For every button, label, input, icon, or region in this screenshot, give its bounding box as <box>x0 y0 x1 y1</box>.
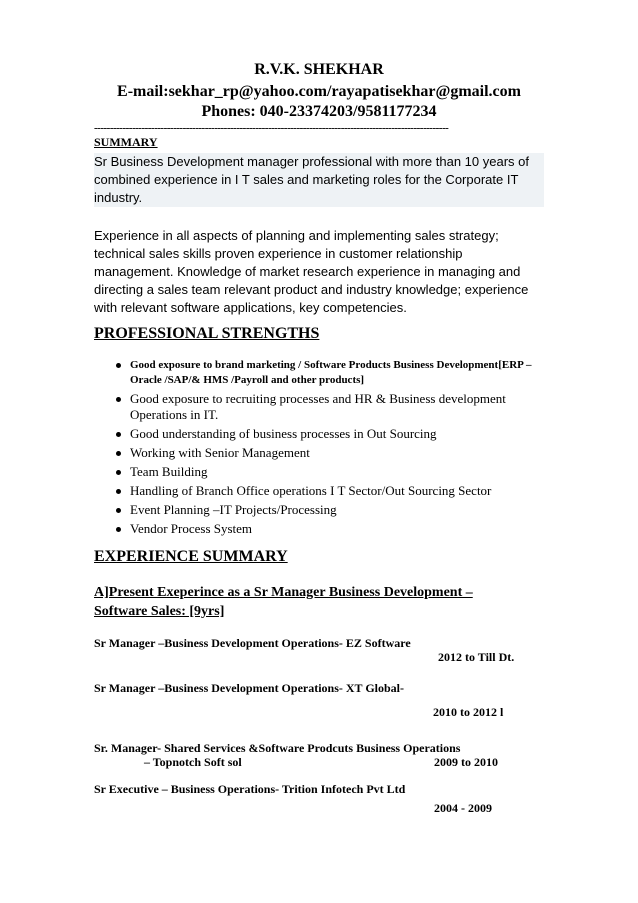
list-item: Good exposure to recruiting processes and HR & Business development Operations in IT. <box>116 391 536 423</box>
contact-phones: Phones: 040-23374203/9581177234 <box>201 103 437 120</box>
summary-paragraph-1: Sr Business Development manager professional with more than 10 years of combined experience in I T sales and marketing roles for the Corporate IT industry. <box>94 153 544 207</box>
list-item: Handling of Branch Office operations I T Sector/Out Sourcing Sector <box>116 483 536 499</box>
job-period: 2012 to Till Dt. <box>438 650 515 664</box>
job-period: 2009 to 2010 <box>434 755 498 769</box>
summary-paragraph-2: Experience in all aspects of planning and implementing sales strategy; technical sales skills proven experience in customer relationship management. Knowledge of market research experience in managing and directing a sales team relevant product and industry knowledge; experience with relevant software applications, key competencies. <box>94 228 529 315</box>
job-period: 2010 to 2012 l <box>433 705 504 719</box>
strengths-heading: PROFESSIONAL STRENGTHS <box>94 325 320 342</box>
contact-email: E-mail:sekhar_rp@yahoo.com/rayapatisekhar@gmail.com <box>117 83 521 100</box>
job-period: 2004 - 2009 <box>434 801 492 815</box>
job-company: – Topnotch Soft sol <box>144 755 242 769</box>
candidate-name: R.V.K. SHEKHAR <box>254 61 384 78</box>
divider-line: ---------------------------------------------------------------------------------------------------------------- <box>94 122 449 134</box>
experience-section-a-title: A]Present Exeperince as a Sr Manager Business Development – Software Sales: [9yrs] <box>94 585 473 619</box>
job-title: Sr Manager –Business Development Operations- EZ Software <box>94 636 411 650</box>
job-title: Sr. Manager- Shared Services &Software Prodcuts Business Operations <box>94 741 461 755</box>
list-item: Good exposure to brand marketing / Software Products Business Development[ERP –Oracle /SAP/& HMS /Payroll and other products] <box>116 358 536 388</box>
list-item: Good understanding of business processes in Out Sourcing <box>116 426 536 442</box>
summary-heading: SUMMARY <box>94 135 158 149</box>
list-item: Vendor Process System <box>116 521 536 537</box>
job-title: Sr Executive – Business Operations- Trition Infotech Pvt Ltd <box>94 782 406 796</box>
list-item: Working with Senior Management <box>116 445 536 461</box>
job-title: Sr Manager –Business Development Operations- XT Global- <box>94 681 405 695</box>
experience-heading: EXPERIENCE SUMMARY <box>94 548 288 565</box>
list-item: Team Building <box>116 464 536 480</box>
list-item: Event Planning –IT Projects/Processing <box>116 502 536 518</box>
strengths-list <box>116 358 536 540</box>
